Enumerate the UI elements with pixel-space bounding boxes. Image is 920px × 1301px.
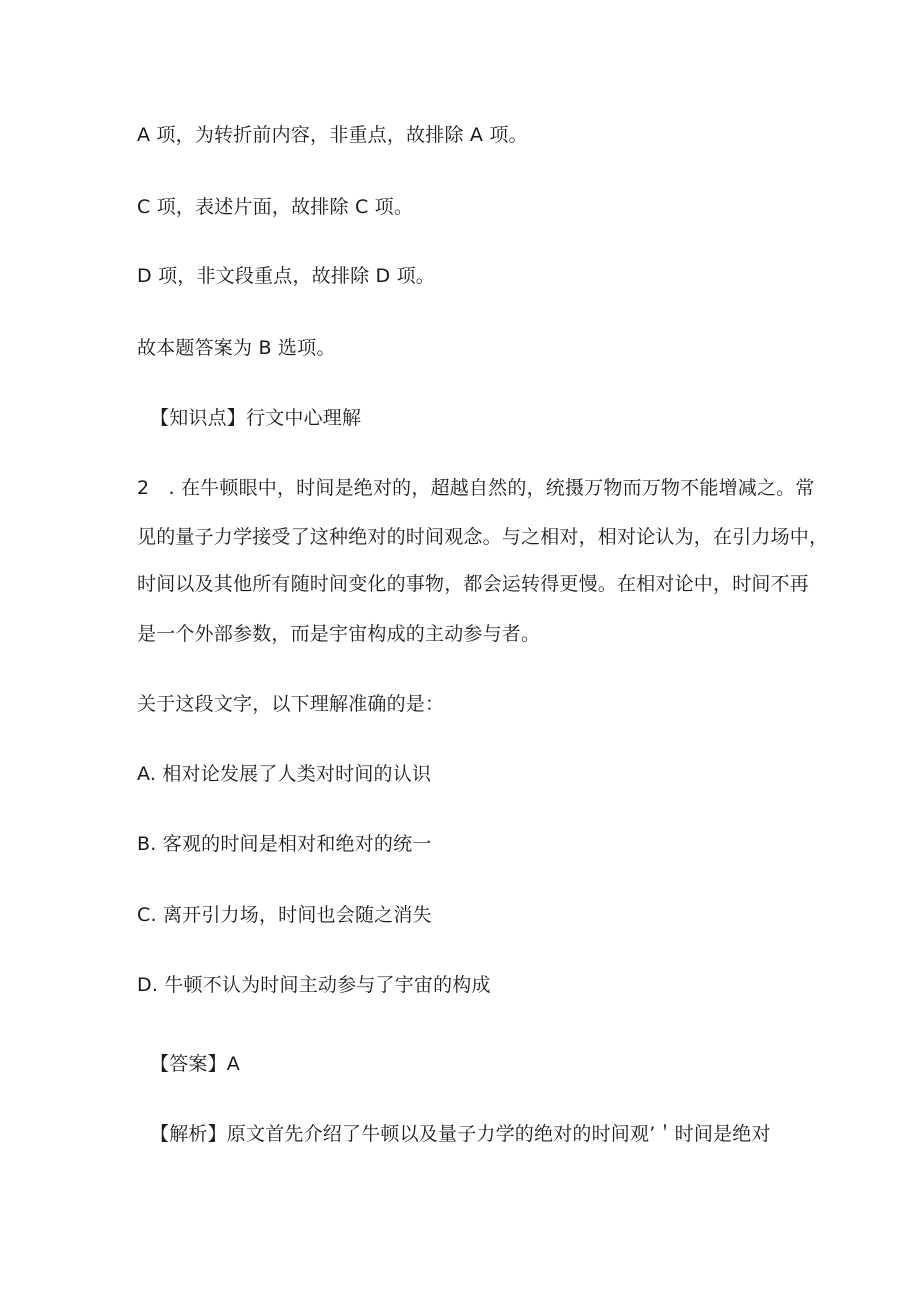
analysis-line-1: 【解析】原文首先介绍了牛顿以及量子力学的绝对的时间观’＇时间是绝对	[150, 1123, 771, 1145]
answer-summary: 故本题答案为 B 选项。	[137, 337, 336, 359]
answer-label: 【答案】A	[150, 1053, 240, 1075]
knowledge-point: 【知识点】行文中心理解	[150, 407, 362, 429]
question-2-line-1: 2 . 在牛顿眼中，时间是绝对的，超越自然的，统摄万物而万物不能增减之。常	[137, 477, 815, 499]
choice-d: D. 牛顿不认为时间主动参与了宇宙的构成	[137, 974, 491, 996]
question-2-line-2: 见的量子力学接受了这种绝对的时间观念。与之相对，相对论认为，在引力场中，	[137, 526, 829, 548]
question-prompt: 关于这段文字，以下理解准确的是：	[137, 693, 445, 715]
choice-c: C. 离开引力场，时间也会随之消失	[137, 904, 432, 926]
question-2-line-3: 时间以及其他所有随时间变化的事物，都会运转得更慢。在相对论中，时间不再	[137, 573, 810, 595]
choice-a: A. 相对论发展了人类对时间的认识	[137, 763, 432, 785]
choice-b: B. 客观的时间是相对和绝对的统一	[137, 833, 432, 855]
explanation-option-a: A 项，为转折前内容，非重点，故排除 A 项。	[137, 124, 528, 146]
explanation-option-d: D 项，非文段重点，故排除 D 项。	[137, 265, 435, 287]
question-2-line-4: 是一个外部参数，而是宇宙构成的主动参与者。	[137, 623, 541, 645]
explanation-option-c: C 项，表述片面，故排除 C 项。	[137, 196, 414, 218]
